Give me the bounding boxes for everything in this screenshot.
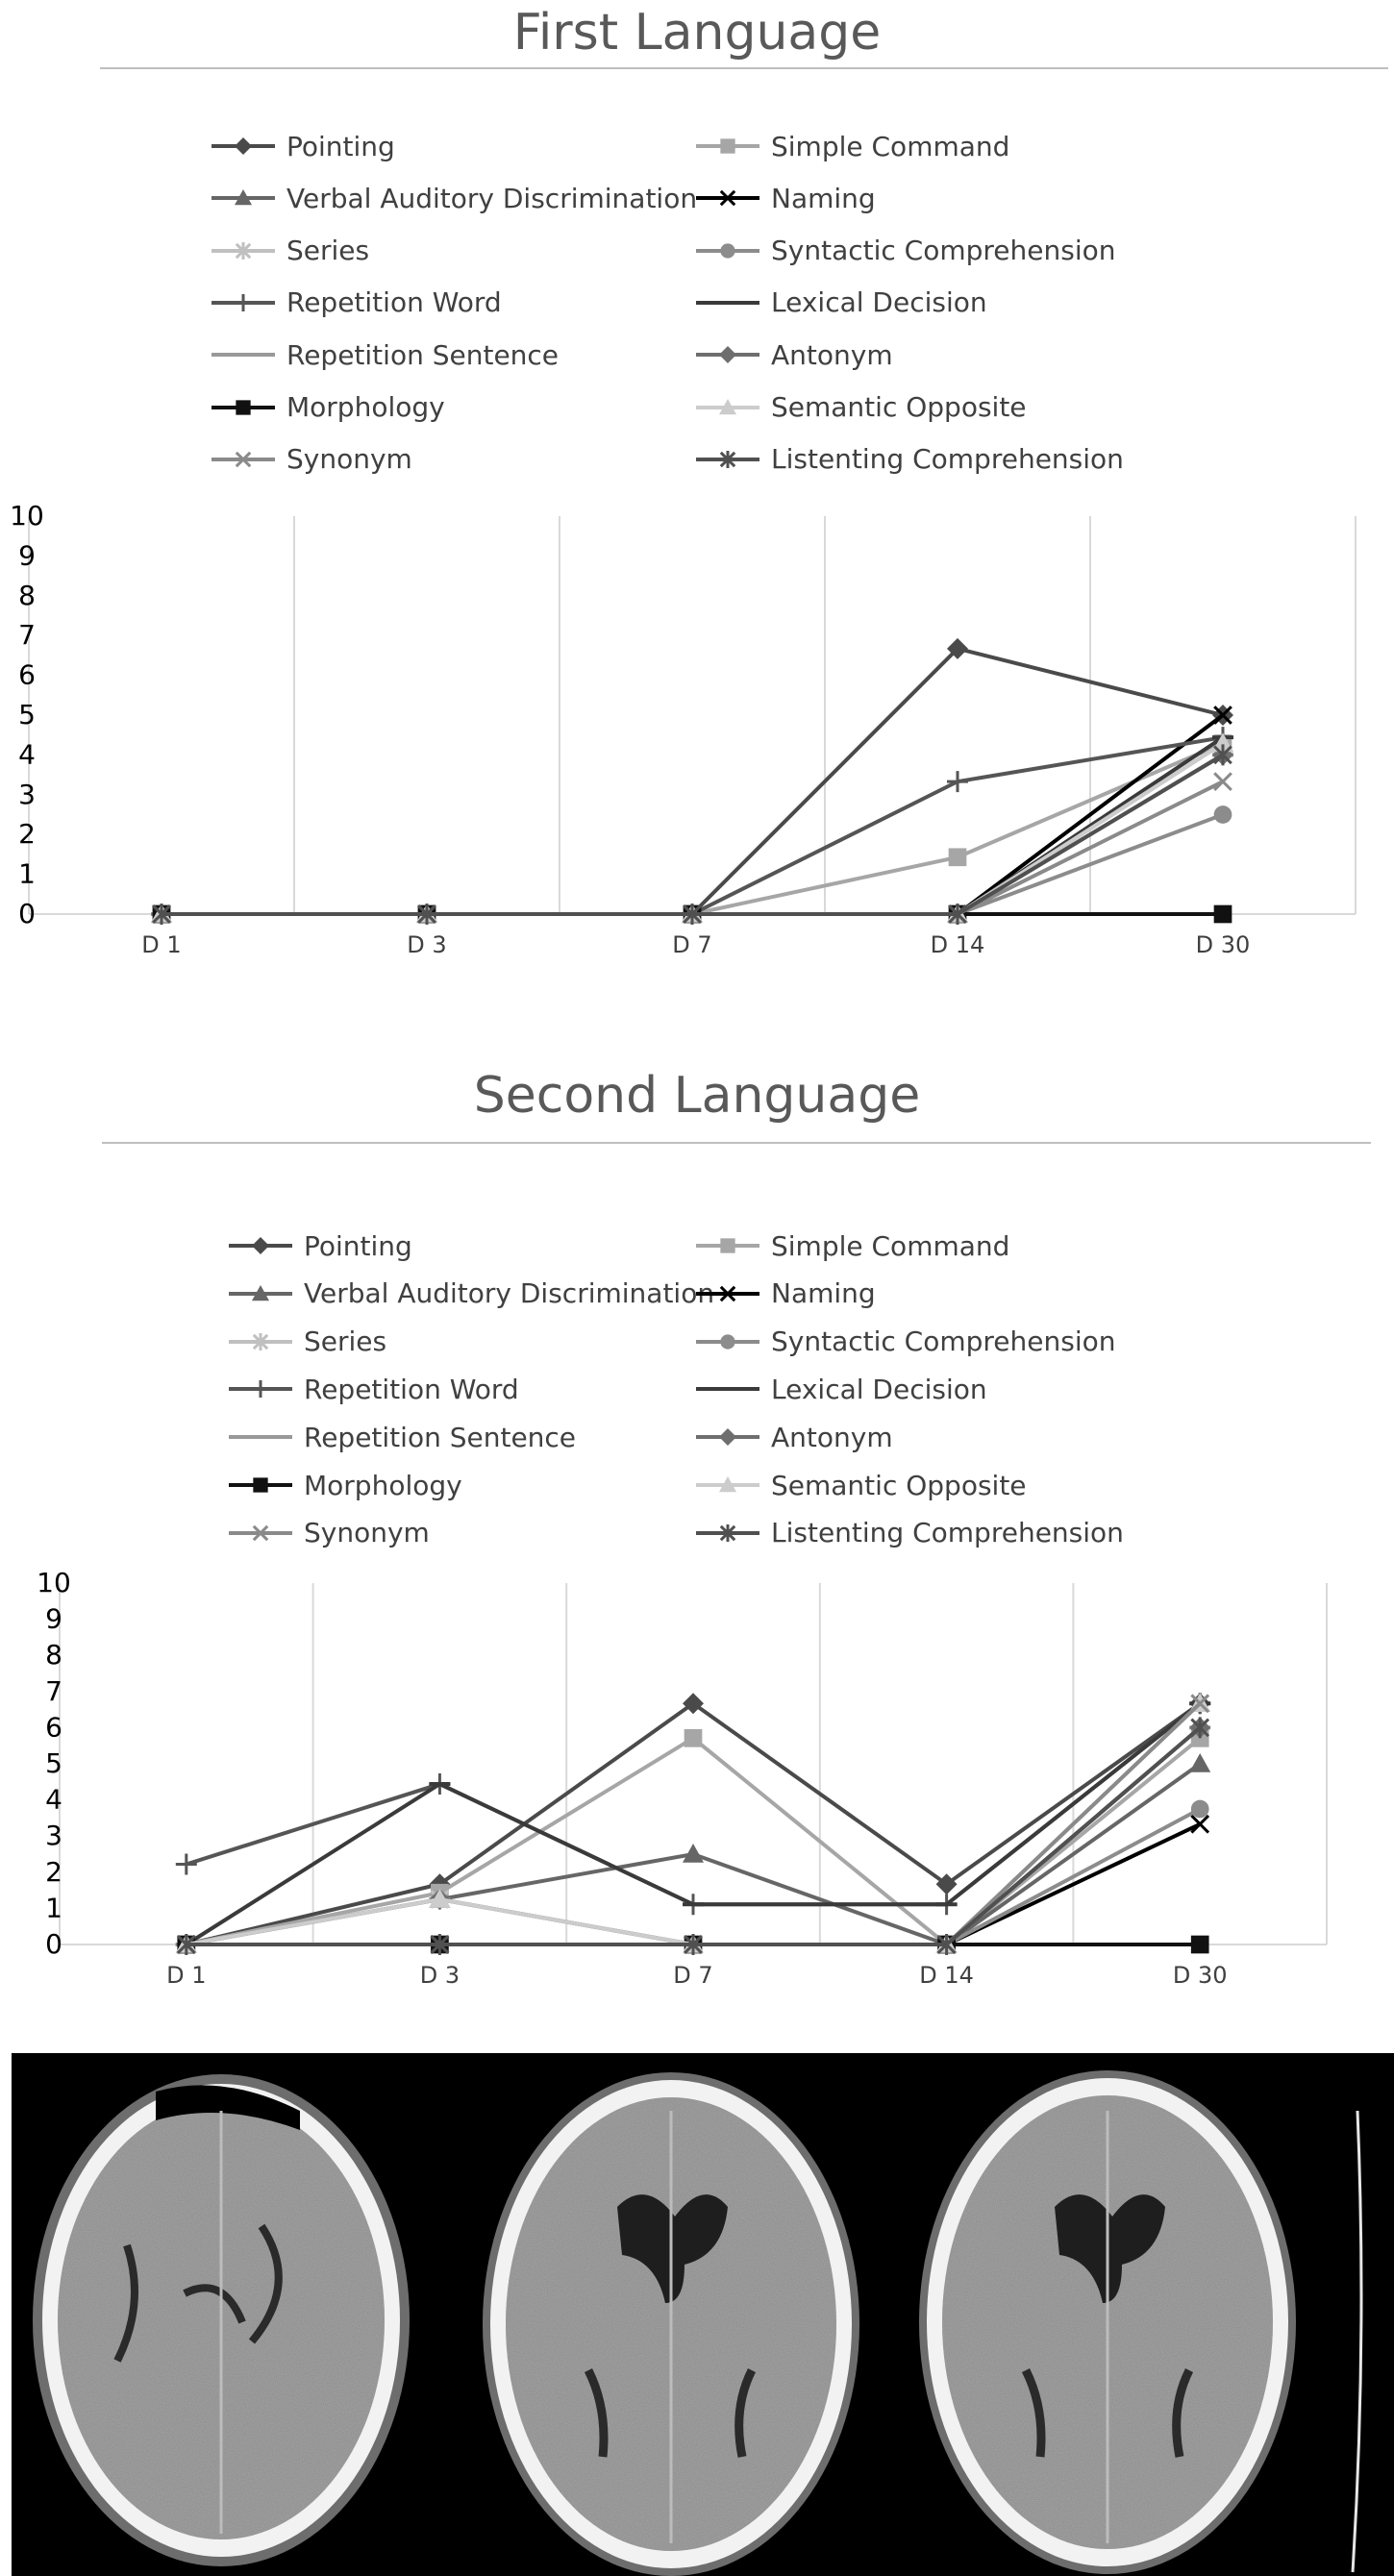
y-tick-label: 1: [18, 857, 36, 890]
legend-label: Pointing: [304, 1229, 412, 1262]
legend-label: Simple Command: [771, 130, 1010, 162]
legend-label: Lexical Decision: [771, 286, 987, 319]
legend-label: Repetition Sentence: [304, 1421, 577, 1453]
series-repetition-word: [176, 1693, 1210, 1915]
legend-label: Naming: [771, 1277, 876, 1310]
ct-scan-1: [12, 2053, 435, 2576]
y-tick-label: 10: [10, 500, 44, 532]
y-tick-label: 2: [18, 818, 36, 851]
y-tick-label: 4: [45, 1783, 62, 1816]
legend-label: Synonym: [286, 443, 412, 476]
ct-scan-images: [12, 2053, 1394, 2576]
y-tick-label: 5: [45, 1747, 62, 1779]
ct-scan-2: [463, 2053, 886, 2576]
chart-title: Second Language: [473, 1067, 921, 1125]
legend-label: Syntactic Comprehension: [771, 1325, 1116, 1358]
legend-label: Listenting Comprehension: [771, 443, 1124, 476]
y-tick-label: 6: [45, 1711, 62, 1744]
legend-label: Semantic Opposite: [771, 1469, 1027, 1501]
series-syntactic-comprehension: [177, 1800, 1208, 1954]
ct-scan-strip: [12, 2053, 1394, 2576]
x-tick-label: D 30: [1195, 931, 1251, 958]
y-tick-label: 9: [45, 1602, 62, 1635]
y-tick-label: 6: [18, 658, 36, 691]
y-tick-label: 3: [45, 1820, 62, 1852]
x-tick-label: D 1: [141, 931, 182, 958]
data-point: [683, 1844, 704, 1863]
legend-label: Antonym: [771, 1421, 893, 1453]
data-point: [1191, 1800, 1209, 1819]
y-tick-label: 10: [37, 1567, 71, 1598]
x-tick-label: D 30: [1172, 1962, 1228, 1989]
series-line: [187, 1824, 1200, 1944]
legend-label: Listenting Comprehension: [771, 1517, 1124, 1549]
legend-label: Repetition Word: [286, 286, 502, 319]
legend-label: Synonym: [304, 1517, 430, 1549]
legend-label: Pointing: [286, 130, 395, 162]
y-tick-label: 7: [18, 619, 36, 652]
x-tick-label: D 3: [407, 931, 447, 958]
y-tick-label: 1: [45, 1892, 62, 1924]
y-tick-label: 2: [45, 1855, 62, 1888]
y-tick-label: 0: [45, 1928, 62, 1960]
x-tick-label: D 14: [930, 931, 985, 958]
legend-label: Morphology: [304, 1469, 462, 1501]
x-tick-label: D 3: [419, 1962, 461, 1989]
y-tick-label: 5: [18, 699, 36, 731]
data-point: [685, 1729, 703, 1747]
legend-label: Repetition Word: [304, 1373, 519, 1405]
legend-label: Naming: [771, 182, 876, 214]
data-point: [176, 1854, 197, 1875]
y-tick-label: 3: [18, 778, 36, 810]
legend-label: Simple Command: [771, 1229, 1010, 1262]
legend-label: Antonym: [771, 338, 893, 371]
x-tick-label: D 1: [166, 1962, 207, 1989]
series-naming: [178, 1816, 1208, 1953]
legend-label: Series: [304, 1325, 387, 1358]
y-tick-label: 8: [18, 579, 36, 611]
ct-scan-3: [906, 2053, 1361, 2576]
legend-label: Verbal Auditory Discrimination: [304, 1277, 715, 1310]
chart-title: First Language: [512, 4, 882, 62]
x-tick-label: D 7: [673, 1962, 713, 1989]
legend-label: Verbal Auditory Discrimination: [286, 182, 698, 214]
series-line: [187, 1809, 1200, 1944]
data-point: [1189, 1753, 1210, 1772]
y-tick-label: 0: [18, 898, 36, 929]
x-tick-label: D 14: [919, 1962, 974, 1989]
data-point: [1191, 1816, 1208, 1833]
legend-label: Morphology: [286, 391, 445, 423]
legend-label: Lexical Decision: [771, 1373, 987, 1405]
y-tick-label: 4: [18, 738, 36, 771]
y-tick-label: 7: [45, 1674, 62, 1707]
data-point: [1191, 1936, 1209, 1954]
legend-label: Repetition Sentence: [286, 338, 560, 371]
legend-label: Series: [286, 235, 370, 267]
legend-label: Syntactic Comprehension: [771, 235, 1116, 267]
y-tick-label: 8: [45, 1639, 62, 1672]
x-tick-label: D 7: [672, 931, 712, 958]
legend-label: Semantic Opposite: [771, 391, 1027, 423]
y-tick-label: 9: [18, 539, 36, 572]
